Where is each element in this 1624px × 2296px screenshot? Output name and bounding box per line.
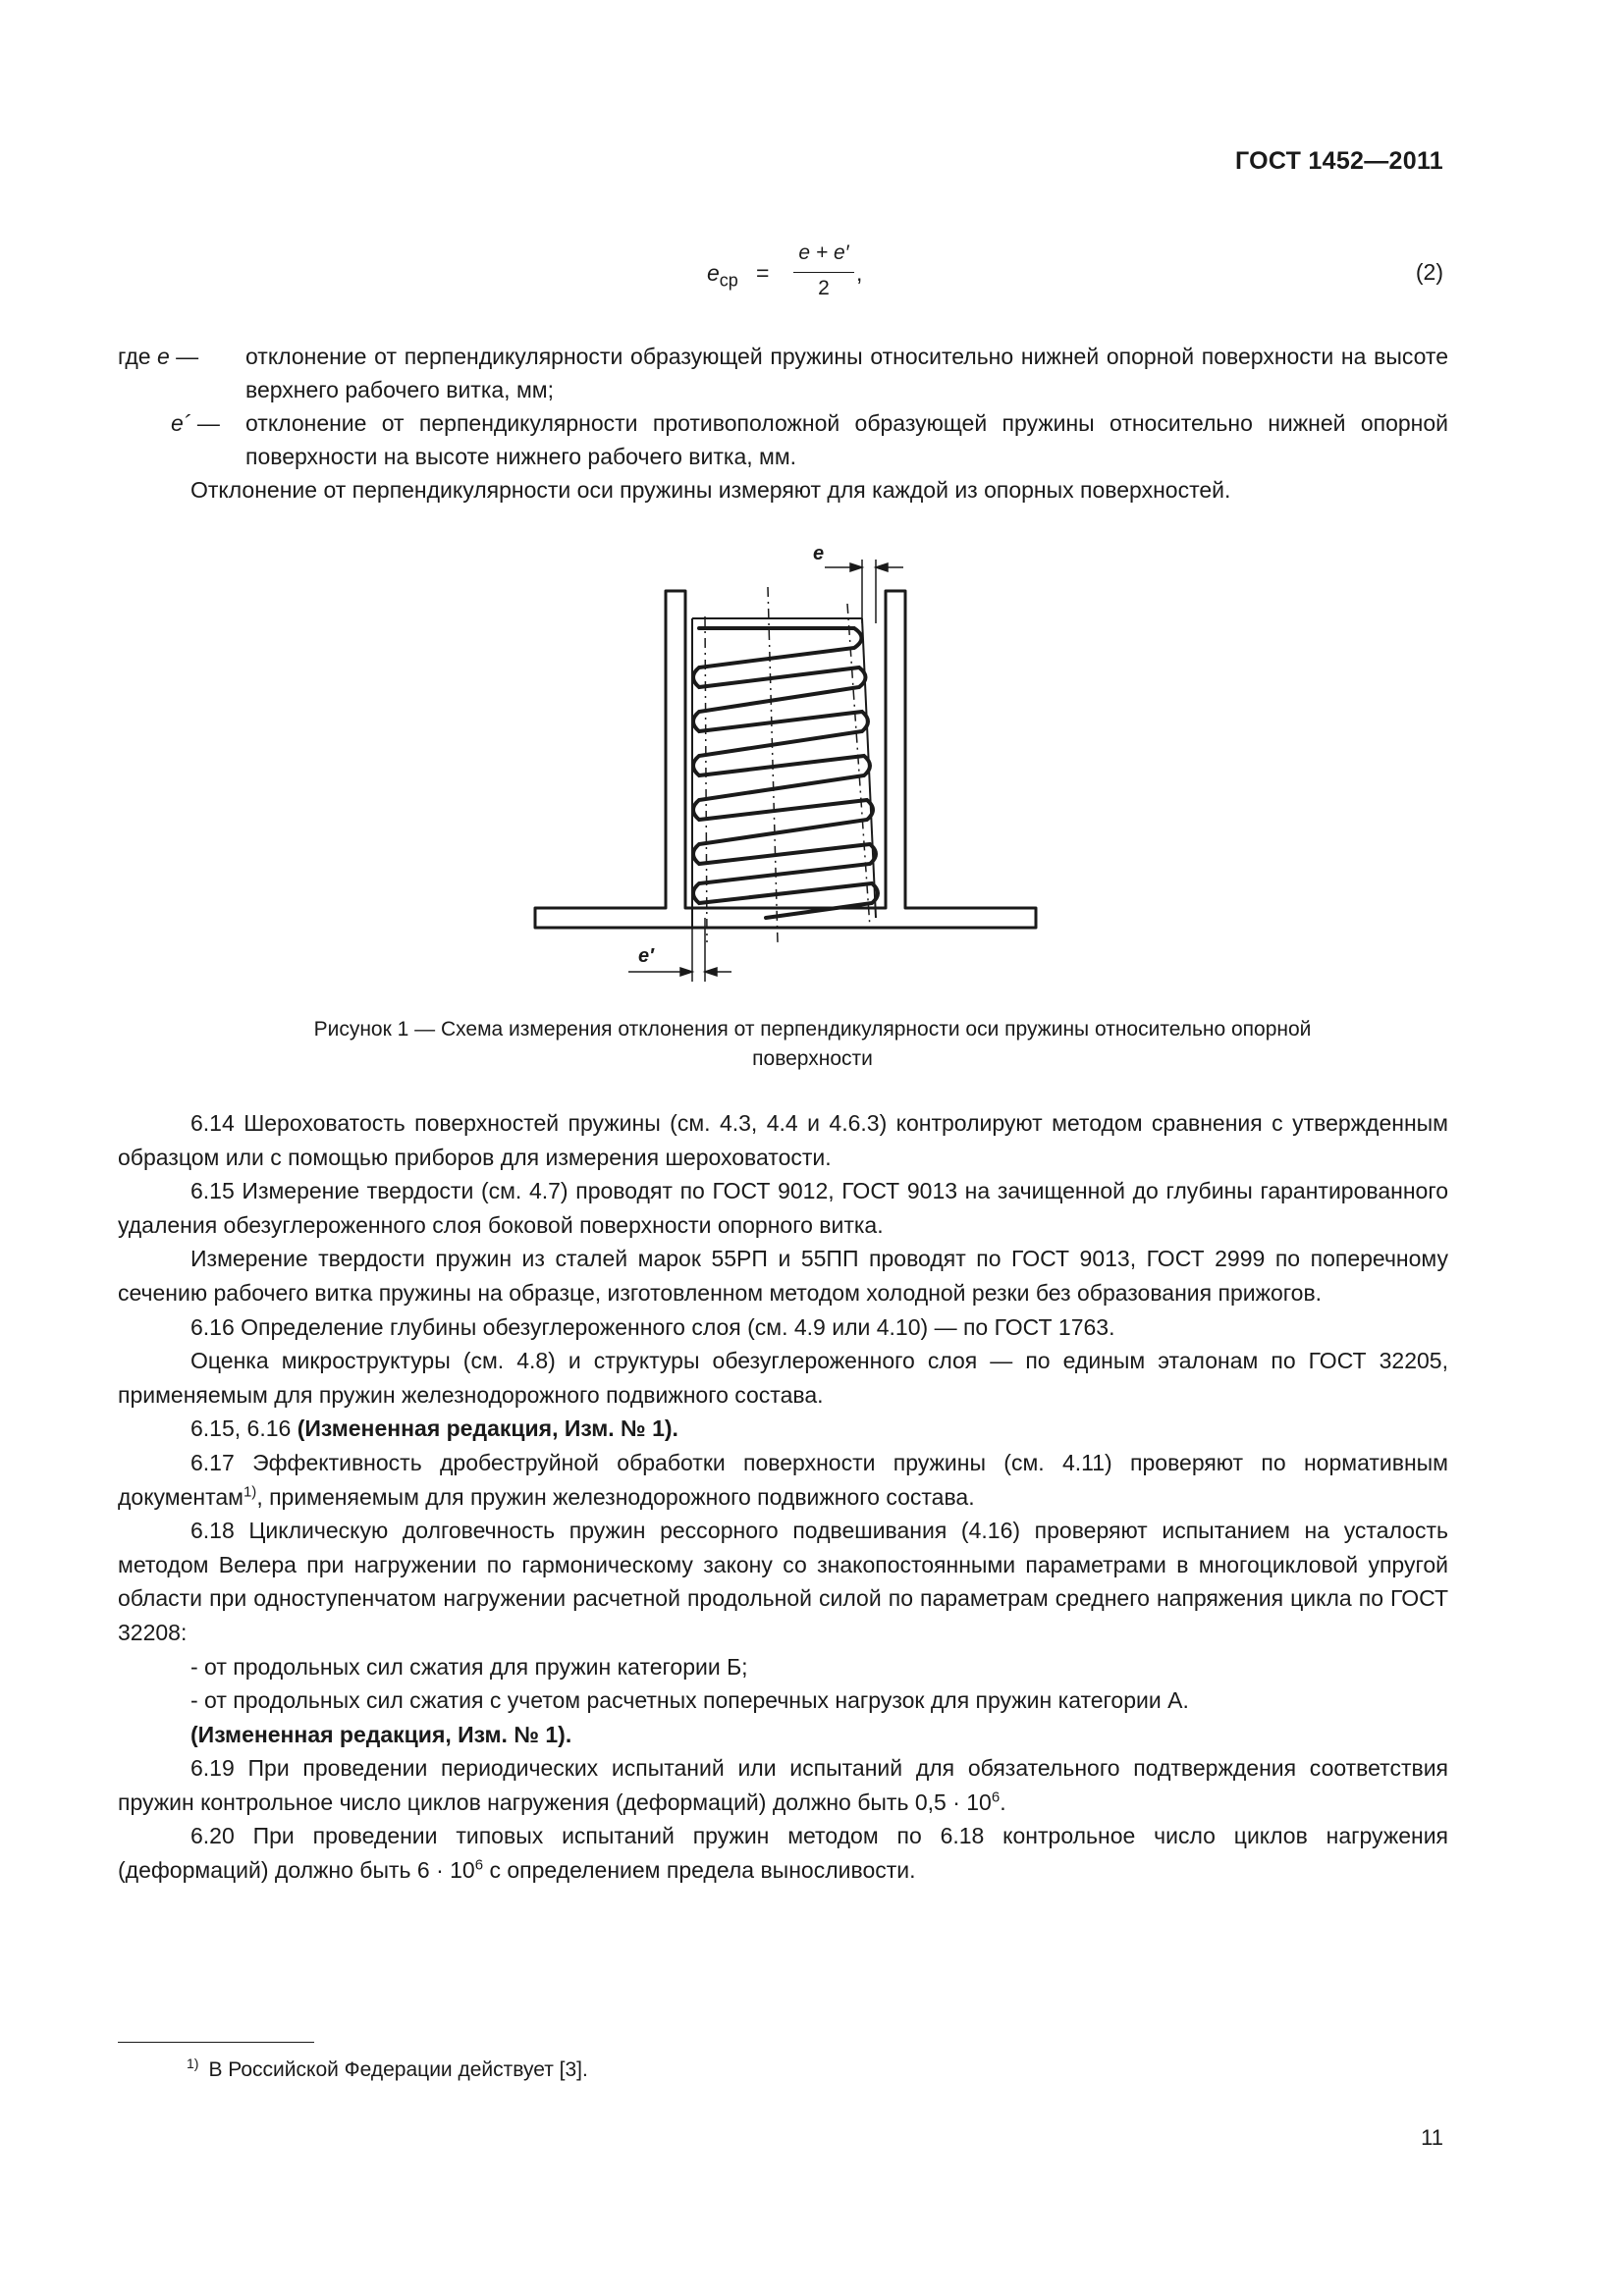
document-header: ГОСТ 1452—2011 xyxy=(1235,147,1443,175)
paragraph-6-15-b: Измерение твердости пружин из сталей марок 55РП и 55ПП проводят по ГОСТ 9013, ГОСТ 2999 по поперечному сечению рабочего витка пружины на образце, изготовленном методом холодной резки без образования прижогов. xyxy=(118,1246,1448,1306)
paragraph-6-16-b: Оценка микроструктуры (см. 4.8) и структуры обезуглероженного слоя — по единым эталонам по ГОСТ 32205, применяемым для пружин железнодорожного подвижного состава. xyxy=(118,1348,1448,1408)
paragraph-6-14: 6.14 Шероховатость поверхностей пружины (см. 4.3, 4.4 и 4.6.3) контролируют методом сравнения с утвержденным образцом или с помощью приборов для измерения шероховатости. xyxy=(118,1110,1448,1170)
paragraph-6-15: 6.15 Измерение твердости (см. 4.7) проводят по ГОСТ 9012, ГОСТ 9013 на зачищенной до глубины гарантированного удаления обезуглероженного слоя боковой поверхности опорного витка. xyxy=(118,1178,1448,1238)
formula-lhs: $e_{ср}$ xyxy=(707,260,738,291)
spring-coils xyxy=(693,628,878,918)
fraction-bar xyxy=(793,272,854,273)
footnote-marker: 1) xyxy=(187,2056,199,2071)
formula-denominator: 2 xyxy=(818,277,830,299)
formula-comma: , xyxy=(856,260,863,286)
list-item: - от продольных сил сжатия с учетом расчетных поперечных нагрузок для пружин категории А. xyxy=(190,1687,1189,1714)
list-item: - от продольных сил сжатия для пружин категории Б; xyxy=(190,1653,748,1680)
paragraph-amendment-6-15-6-16: 6.15, 6.16 (Измененная редакция, Изм. № 1). xyxy=(190,1415,678,1442)
definition-text: отклонение от перпендикулярности противоположной образующей пружины относительно нижней опорной поверхности на высоте нижнего рабочего витка, мм. xyxy=(245,410,1448,469)
page-number: 11 xyxy=(1421,2125,1443,2150)
paragraph: Отклонение от перпендикулярности оси пружины измеряют для каждой из опорных поверхностей. xyxy=(190,477,1231,503)
figure-1-spring-diagram xyxy=(530,530,1041,982)
paragraph-amendment-6-18: (Измененная редакция, Изм. № 1). xyxy=(190,1721,572,1747)
paragraph-6-17: 6.17 Эффективность дробеструйной обработки поверхности пружины (см. 4.11) проверяют по нормативным документам$^{1)}$, применяемым для пружин железнодорожного подвижного состава. xyxy=(118,1449,1448,1510)
formula-numerator: e + e′ xyxy=(798,241,849,264)
caption-line: Рисунок 1 — Схема измерения отклонения от перпендикулярности оси пружины относительно опорной xyxy=(313,1018,1312,1041)
definition-term: e´ — xyxy=(171,410,220,436)
formula-2 xyxy=(707,236,903,314)
footnote-divider xyxy=(118,2042,314,2043)
definitions-block xyxy=(118,340,1448,507)
paragraph-6-19: 6.19 При проведении периодических испытаний или испытаний для обязательного подтверждения соответствия пружин контрольное число циклов нагружения (деформаций) должно быть $0,5 \cdot 10^6$. xyxy=(118,1755,1448,1815)
definition-text: отклонение от перпендикулярности образующей пружины относительно нижней опорной поверхности на высоте верхнего рабочего витка, мм; xyxy=(245,344,1448,402)
paragraph-6-20: 6.20 При проведении типовых испытаний пружин методом по 6.18 контрольное число циклов нагружения (деформаций) должно быть $6 \cdot 10^6$ с определением предела выносливости. xyxy=(118,1823,1448,1884)
footnote xyxy=(187,2058,1365,2082)
label-e-prime: e′ xyxy=(638,945,654,967)
label-e: e xyxy=(813,543,825,564)
equation-number: (2) xyxy=(1415,259,1443,285)
definition-term: где e — xyxy=(118,344,199,369)
footnote-text: В Российской Федерации действует [3]. xyxy=(208,2058,588,2081)
definition-item xyxy=(118,340,1448,406)
paragraph-6-16: 6.16 Определение глубины обезуглероженного слоя (см. 4.9 или 4.10) — по ГОСТ 1763. xyxy=(190,1313,1115,1340)
support-outline xyxy=(535,591,1036,928)
formula-equals: = xyxy=(756,260,770,286)
caption-line: поверхности xyxy=(752,1047,873,1070)
paragraph-6-18: 6.18 Циклическую долговечность пружин рессорного подвешивания (4.16) проверяют испытанием на усталость методом Велера при нагружении по гармоническому закону со знакопостоянными параметрами в многоцикловой упругой области при одноступенчатом нагружении расчетной продольной силой по параметрам среднего напряжения цикла по ГОСТ 32208: xyxy=(118,1518,1448,1645)
body-text xyxy=(118,1106,1448,1888)
definition-item xyxy=(118,406,1448,473)
figure-caption xyxy=(147,1015,1478,1074)
spring-diagram-svg xyxy=(530,530,1041,982)
